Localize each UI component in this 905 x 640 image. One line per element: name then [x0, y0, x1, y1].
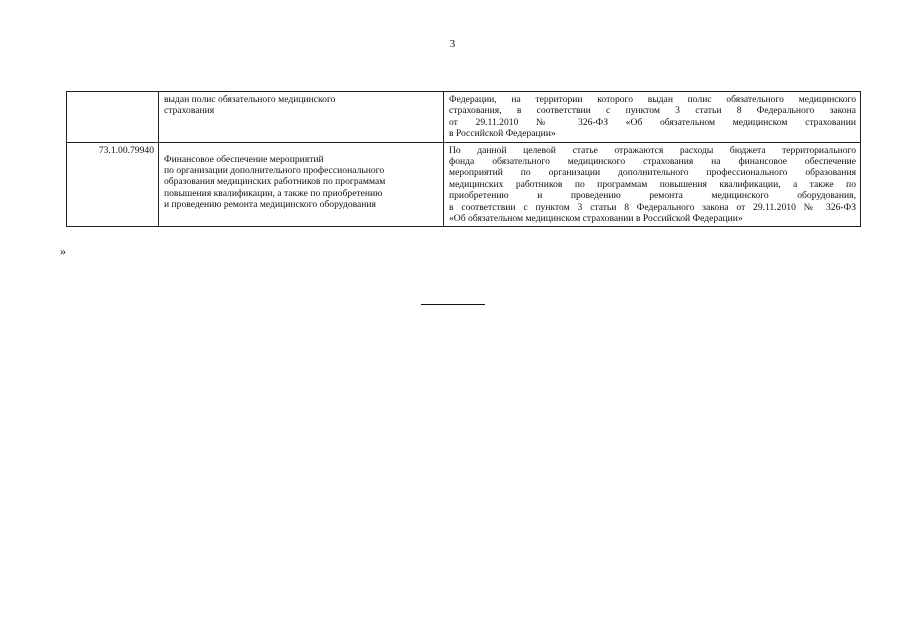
closing-quote: »: [60, 244, 66, 258]
table-cell-description: [444, 92, 861, 143]
name-line: и проведению ремонта медицинского оборудования: [164, 199, 376, 211]
description-line: в Российской Федерации»: [449, 128, 556, 140]
description-line: «Об обязательном медицинском страховании в Российской Федерации»: [449, 213, 743, 225]
table-cell-code: [67, 92, 159, 143]
description-line: медицинских работников по программам повышения квалификации, а также по: [449, 178, 856, 190]
table-cell-name: [159, 92, 444, 143]
description-line: фонда обязательного медицинского страхования на финансовое обеспечение: [449, 156, 856, 168]
page-number: 3: [449, 38, 456, 50]
table-row: [67, 92, 861, 143]
description-line: в соответствии с пунктом 3 статьи 8 Федерального закона от 29.11.2010 № 326-ФЗ: [449, 201, 856, 213]
description-line: мероприятий по организации дополнительного профессионального образования: [449, 167, 856, 179]
table-row: [67, 142, 861, 227]
name-line: по организации дополнительного профессионального: [164, 165, 385, 177]
name-line: образования медицинских работников по программам: [164, 176, 386, 188]
table-cell-description: [444, 142, 861, 227]
name-line: страхования: [164, 105, 215, 117]
footer-separator-line: [421, 304, 485, 305]
description-line: приобретению и проведению ремонта медицинского оборудования,: [449, 190, 856, 202]
description-line: от 29.11.2010 № 326-ФЗ «Об обязательном медицинском страховании: [449, 116, 856, 128]
table-cell-name: [159, 142, 444, 227]
description-line: страхования, в соответствии с пунктом 3 статьи 8 Федерального закона: [449, 105, 856, 117]
name-line: Финансовое обеспечение мероприятий: [164, 153, 324, 165]
budget-classification-table: [66, 91, 861, 227]
name-line: выдан полис обязательного медицинского: [164, 94, 336, 105]
table-cell-code: 73.1.00.79940: [67, 142, 159, 227]
description-line: По данной целевой статье отражаются расходы бюджета территориального: [449, 144, 856, 156]
name-line: повышения квалификации, а также по приобретению: [164, 187, 383, 199]
description-line: Федерации, на территории которого выдан полис обязательного медицинского: [449, 94, 856, 105]
